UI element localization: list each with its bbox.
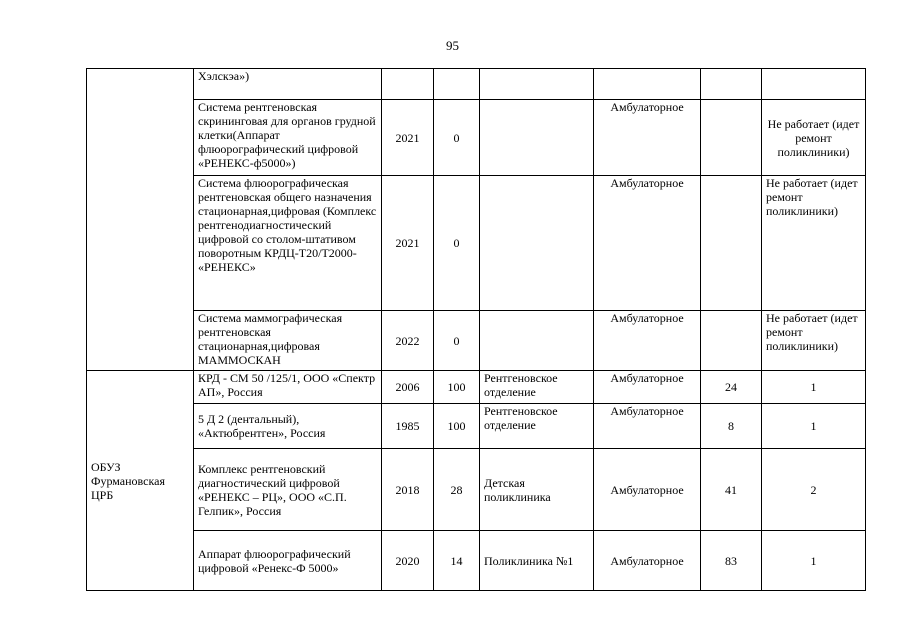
department-cell (480, 100, 594, 176)
wear-cell: 14 (434, 531, 480, 591)
note-cell: Не работает (идет ремонт поликлиники) (762, 176, 866, 311)
year-cell: 1985 (382, 404, 434, 449)
wear-cell: 0 (434, 311, 480, 371)
department-cell (480, 69, 594, 100)
count-cell: 83 (701, 531, 762, 591)
service-cell: Амбулаторное (594, 371, 701, 404)
year-cell: 2022 (382, 311, 434, 371)
wear-cell: 28 (434, 449, 480, 531)
count-cell: 8 (701, 404, 762, 449)
service-cell: Амбулаторное (594, 449, 701, 531)
department-cell (480, 311, 594, 371)
organization-cell: ОБУЗ Фурмановская ЦРБ (87, 371, 194, 591)
note-cell: 1 (762, 404, 866, 449)
note-cell (762, 69, 866, 100)
equipment-cell: Система маммографическая рентгеновская стационарная,цифровая МАММОСКАН (194, 311, 382, 371)
count-cell (701, 69, 762, 100)
table-row (87, 404, 866, 449)
wear-cell: 100 (434, 371, 480, 404)
department-cell: Рентгеновское отделение (480, 404, 594, 449)
wear-cell (434, 69, 480, 100)
note-cell: 1 (762, 371, 866, 404)
wear-cell: 0 (434, 100, 480, 176)
page-number: 95 (446, 38, 459, 53)
table-row (87, 69, 866, 100)
table-row (87, 531, 866, 591)
year-cell (382, 69, 434, 100)
count-cell: 24 (701, 371, 762, 404)
count-cell: 41 (701, 449, 762, 531)
count-cell (701, 176, 762, 311)
table-row (87, 449, 866, 531)
table-row (87, 176, 866, 311)
department-cell: Поликлиника №1 (480, 531, 594, 591)
table-row (87, 311, 866, 371)
equipment-cell: 5 Д 2 (дентальный), «Актюбрентген», Россия (194, 404, 382, 449)
department-cell: Рентгеновское отделение (480, 371, 594, 404)
wear-cell: 0 (434, 176, 480, 311)
year-cell: 2018 (382, 449, 434, 531)
equipment-cell: Система флюорографическая рентгеновская общего назначения стационарная,цифровая (Комплекс рентгенодиагностический цифровой со столом-штативом поворотным КРДЦ-Т20/Т2000- «РЕНЕКС» (194, 176, 382, 311)
count-cell (701, 311, 762, 371)
equipment-cell: Система рентгеновская скрининговая для органов грудной клетки(Аппарат флюорографический цифровой «РЕНЕКС-ф5000») (194, 100, 382, 176)
year-cell: 2006 (382, 371, 434, 404)
service-cell (594, 69, 701, 100)
service-cell: Амбулаторное (594, 531, 701, 591)
equipment-table (86, 68, 866, 591)
count-cell (701, 100, 762, 176)
wear-cell: 100 (434, 404, 480, 449)
service-cell: Амбулаторное (594, 404, 701, 449)
service-cell: Амбулаторное (594, 311, 701, 371)
equipment-cell: Аппарат флюорографический цифровой «Ренекс-Ф 5000» (194, 531, 382, 591)
department-cell (480, 176, 594, 311)
table-row (87, 371, 866, 404)
note-cell: Не работает (идет ремонт поликлиники) (762, 100, 866, 176)
note-cell: Не работает (идет ремонт поликлиники) (762, 311, 866, 371)
note-cell: 2 (762, 449, 866, 531)
equipment-cell: Комплекс рентгеновский диагностический цифровой «РЕНЕКС – РЦ», ООО «С.П. Гелпик», Россия (194, 449, 382, 531)
organization-cell-prev (87, 69, 194, 371)
year-cell: 2021 (382, 100, 434, 176)
service-cell: Амбулаторное (594, 176, 701, 311)
department-cell: Детская поликлиника (480, 449, 594, 531)
equipment-cell: КРД - СМ 50 /125/1, ООО «Спектр АП», Россия (194, 371, 382, 404)
year-cell: 2020 (382, 531, 434, 591)
note-cell: 1 (762, 531, 866, 591)
service-cell: Амбулаторное (594, 100, 701, 176)
year-cell: 2021 (382, 176, 434, 311)
equipment-cell: Хэлскэа») (194, 69, 382, 100)
table-row (87, 100, 866, 176)
